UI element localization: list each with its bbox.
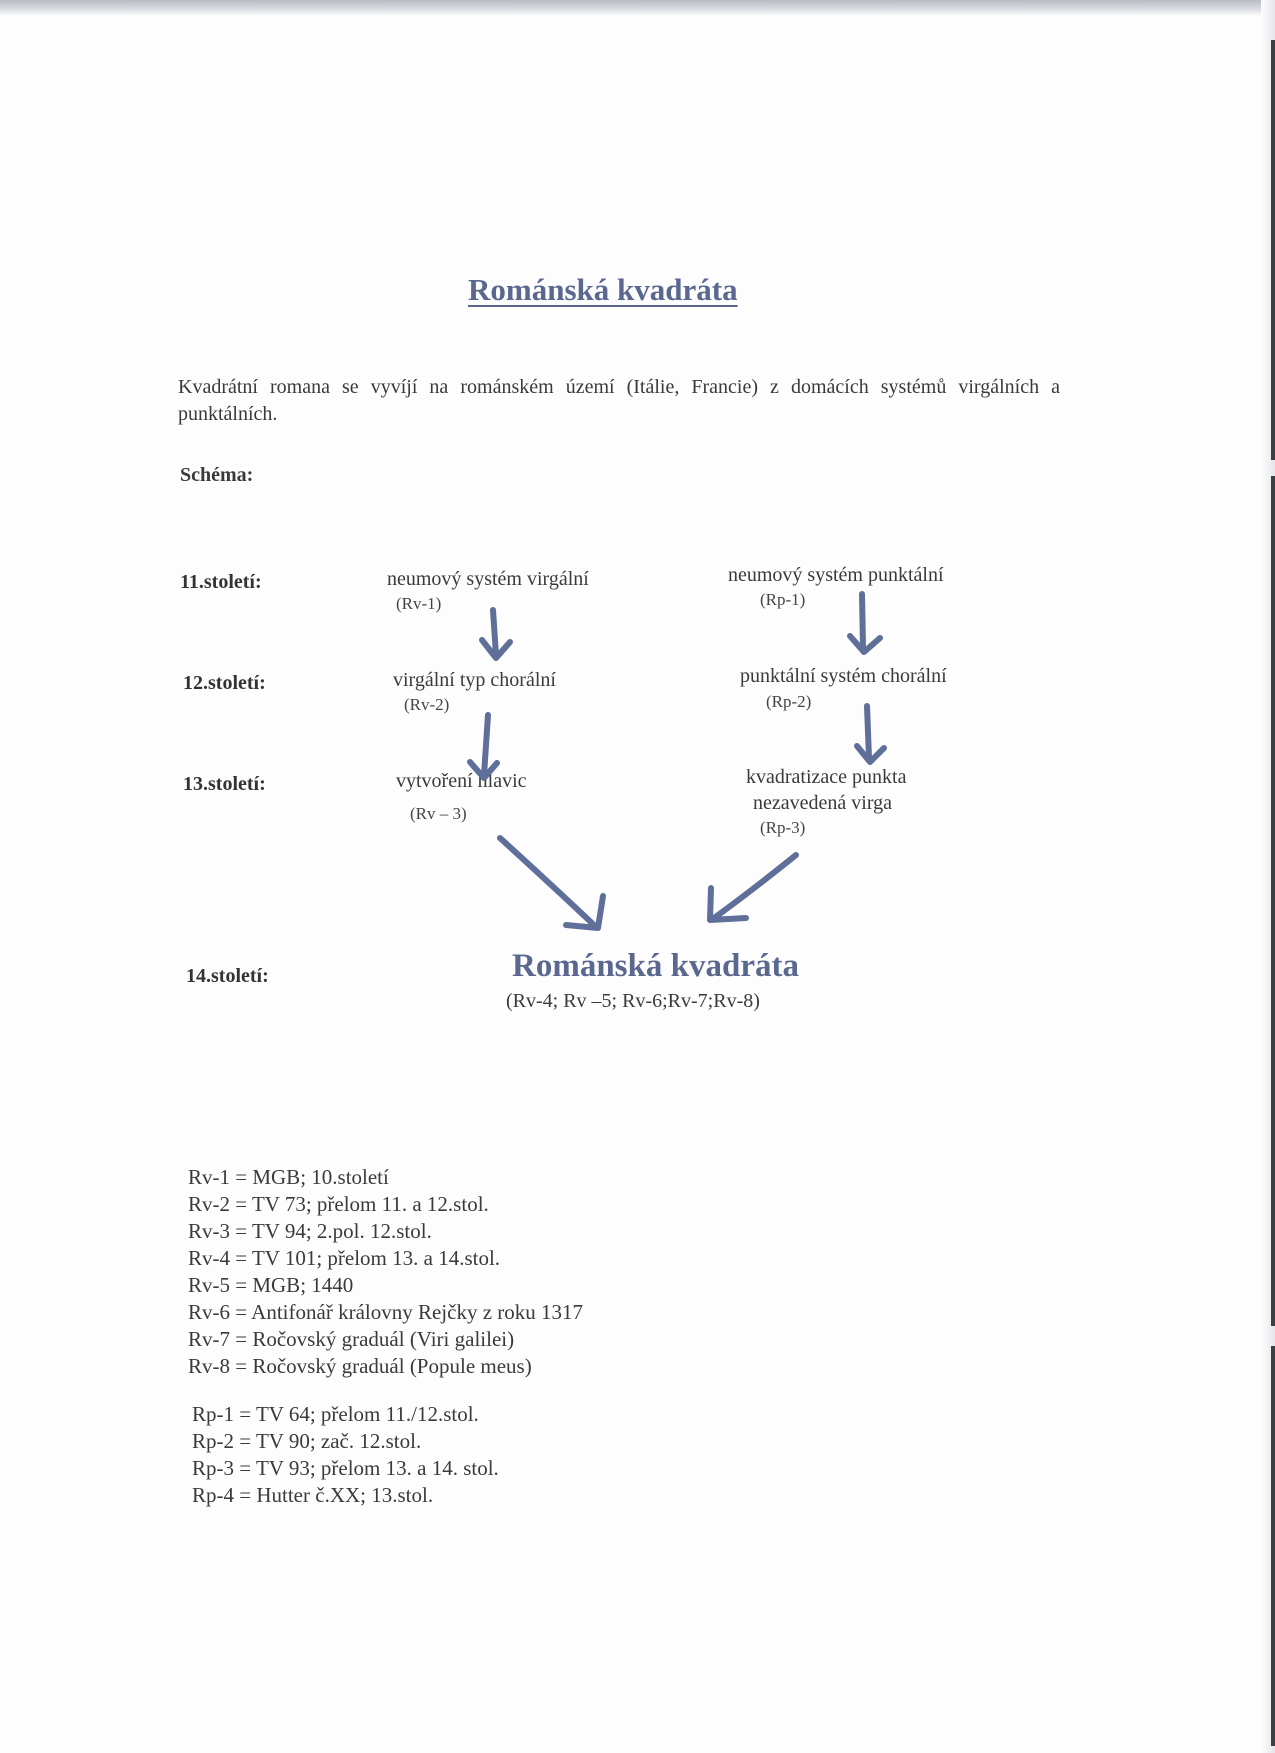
punctal-code-2: (Rp-2) bbox=[766, 692, 812, 711]
legend-item: Rp-4 = Hutter č.XX; 13.stol. bbox=[192, 1483, 434, 1507]
legend-item: Rp-1 = TV 64; přelom 11./12.stol. bbox=[192, 1402, 479, 1426]
scan-edge-mark bbox=[1271, 476, 1275, 1326]
virgal-code-2: (Rv-2) bbox=[404, 695, 450, 714]
punctal-node-3b: nezavedená virga bbox=[753, 792, 892, 814]
legend-item: Rv-1 = MGB; 10.století bbox=[188, 1165, 389, 1189]
legend-item: Rv-8 = Ročovský graduál (Popule meus) bbox=[188, 1354, 532, 1378]
legend-item: Rv-7 = Ročovský graduál (Viri galilei) bbox=[188, 1327, 515, 1351]
punctal-node-1: neumový systém punktální bbox=[728, 564, 944, 586]
punctal-node-2: punktální systém chorální bbox=[740, 665, 947, 687]
century-14-label: 14.století: bbox=[186, 965, 269, 987]
legend-item: Rp-2 = TV 90; zač. 12.stol. bbox=[192, 1429, 422, 1453]
virgal-node-2: virgální typ chorální bbox=[393, 669, 556, 691]
scan-edge-mark bbox=[1271, 40, 1275, 460]
century-13-label: 13.století: bbox=[183, 773, 266, 795]
schema-label: Schéma: bbox=[180, 464, 254, 486]
legend-item: Rv-3 = TV 94; 2.pol. 12.stol. bbox=[188, 1219, 432, 1243]
result-title: Románská kvadráta bbox=[512, 948, 799, 984]
punctal-code-3: (Rp-3) bbox=[760, 818, 806, 837]
punctal-node-3a: kvadratizace punkta bbox=[746, 766, 907, 788]
legend-item: Rp-3 = TV 93; přelom 13. a 14. stol. bbox=[192, 1456, 499, 1480]
scan-edge-top bbox=[0, 0, 1275, 16]
legend-item: Rv-4 = TV 101; přelom 13. a 14.stol. bbox=[188, 1246, 501, 1270]
arrow-virgal-to-result bbox=[500, 838, 603, 928]
legend-item: Rv-2 = TV 73; přelom 11. a 12.stol. bbox=[188, 1192, 489, 1216]
arrow-punctal-2-to-3 bbox=[857, 706, 884, 762]
legend-item: Rv-6 = Antifonář královny Rejčky z roku 1317 bbox=[188, 1300, 584, 1324]
legend-rv bbox=[188, 1164, 583, 1380]
legend-item: Rv-5 = MGB; 1440 bbox=[188, 1273, 354, 1297]
page-title: Románská kvadráta bbox=[468, 272, 738, 307]
century-11-label: 11.století: bbox=[180, 571, 262, 593]
virgal-node-1: neumový systém virgální bbox=[387, 568, 589, 590]
century-12-label: 12.století: bbox=[183, 672, 266, 694]
arrow-virgal-2-to-3 bbox=[470, 715, 497, 778]
virgal-code-3: (Rv – 3) bbox=[410, 804, 467, 823]
arrow-punctal-to-result bbox=[710, 855, 796, 920]
punctal-code-1: (Rp-1) bbox=[760, 590, 806, 609]
virgal-code-1: (Rv-1) bbox=[396, 594, 442, 613]
arrow-punctal-1-to-2 bbox=[850, 594, 880, 652]
arrow-virgal-1-to-2 bbox=[482, 610, 510, 658]
result-codes: (Rv-4; Rv –5; Rv-6;Rv-7;Rv-8) bbox=[506, 990, 760, 1012]
virgal-node-3: vytvoření hlavic bbox=[396, 770, 527, 792]
legend-rp bbox=[192, 1401, 499, 1509]
scan-edge-mark bbox=[1271, 1346, 1275, 1746]
intro-paragraph: Kvadrátní romana se vyvíjí na románském území (Itálie, Francie) z domácích systémů virgálních a punktálních. bbox=[178, 376, 1060, 425]
